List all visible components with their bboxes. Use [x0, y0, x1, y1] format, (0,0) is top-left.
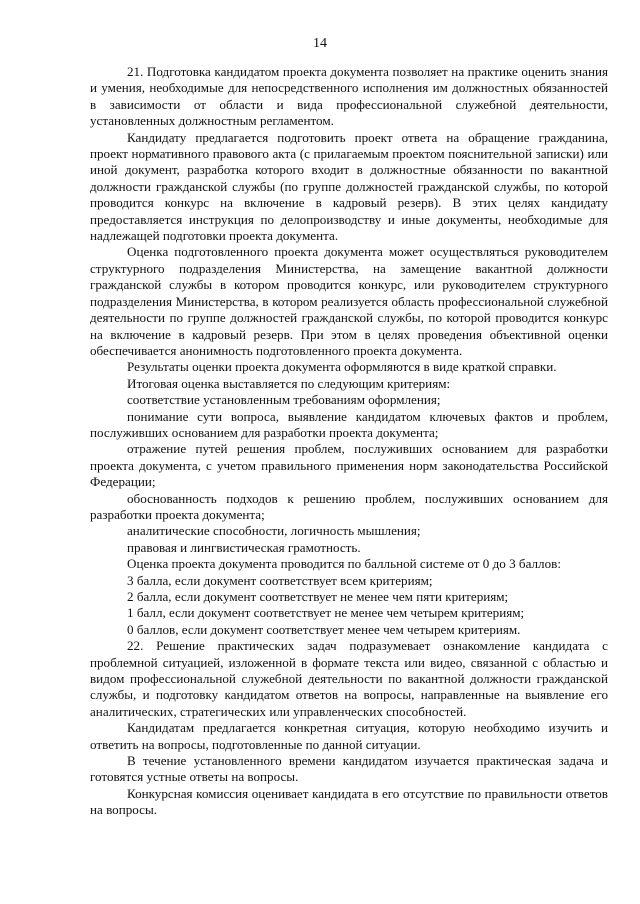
criteria-item: соответствие установленным требованиям оформления; [127, 392, 441, 408]
paragraph: Кандидату предлагается подготовить проект ответа на обращение гражданина, проект нормативного правового акта (с прилагаемым проектом пояснительной записки) или иной документ, разработка которого входит в должностные обязанности по вакантной должности гражданской службы (по группе должностей гражданской службы, по которой проводится конкурс на включение в кадровый резерв). В этих целях кандидату предоставляется инструкция по делопроизводству и иные документы, необходимые для надлежащей подготовки проекта документа. [90, 129, 608, 244]
paragraph: Оценка подготовленного проекта документа может осуществляться руководителем структурного подразделения Министерства, на замещение вакантной должности гражданской службы в котором проводится конкурс, или руководителем структурного подразделения Министерства, в котором реализуется область профессиональной служебной деятельности по группе должностей гражданской службы, по которой проводится конкурс на включение в кадровый резерв. При этом в целях проведения объективной оценки обеспечивается анонимность подготовленного проекта документа. [90, 244, 608, 358]
paragraph: Итоговая оценка выставляется по следующим критериям: [127, 375, 451, 391]
criteria-item: аналитические способности, логичность мышления; [127, 523, 421, 539]
criteria-item: правовая и лингвистическая грамотность. [127, 539, 361, 555]
document-body [90, 64, 608, 819]
paragraph: Оценка проекта документа проводится по балльной системе от 0 до 3 баллов: [127, 556, 561, 572]
criteria-item: понимание сути вопроса, выявление кандидатом ключевых фактов и проблем, послуживших основанием для разработки проекта документа; [90, 408, 608, 440]
paragraph: В течение установленного времени кандидатом изучается практическая задача и готовятся устные ответы на вопросы. [90, 753, 608, 785]
paragraph: 21. Подготовка кандидатом проекта документа позволяет на практике оценить знания и умения, необходимые для непосредственного исполнения им должностных обязанностей в зависимости от области и вида профессиональной служебной деятельности, установленных должностным регламентом. [90, 64, 608, 129]
score-item: 0 баллов, если документ соответствует менее чем четырем критериям. [127, 621, 521, 637]
paragraph: 22. Решение практических задач подразумевает ознакомление кандидата с проблемной ситуацией, изложенной в формате текста или видео, связанной с областью и видом профессиональной служебной деятельности по вакантной должности гражданской службы, и подготовку кандидатом ответов на вопросы, направленные на выявление его аналитических, стратегических или управленческих способностей. [90, 638, 608, 719]
criteria-item: обоснованность подходов к решению проблем, послуживших основанием для разработки проекта документа; [90, 490, 608, 522]
paragraph: Результаты оценки проекта документа оформляются в виде краткой справки. [127, 359, 557, 375]
score-item: 2 балла, если документ соответствует не менее чем пяти критериям; [127, 589, 509, 604]
paragraph: Кандидатам предлагается конкретная ситуация, которую необходимо изучить и ответить на вопросы, подготовленные по данной ситуации. [90, 720, 608, 752]
score-item: 1 балл, если документ соответствует не менее чем четырем критериям; [127, 605, 525, 621]
score-item: 3 балла, если документ соответствует всем критериям; [127, 572, 433, 588]
paragraph: Конкурсная комиссия оценивает кандидата в его отсутствие по правильности ответов на вопросы. [90, 785, 608, 818]
page-number: 14 [313, 36, 327, 51]
criteria-item: отражение путей решения проблем, послуживших основанием для разработки проекта документа, с учетом правильного применения норм законодательства Российской Федерации; [90, 441, 608, 490]
